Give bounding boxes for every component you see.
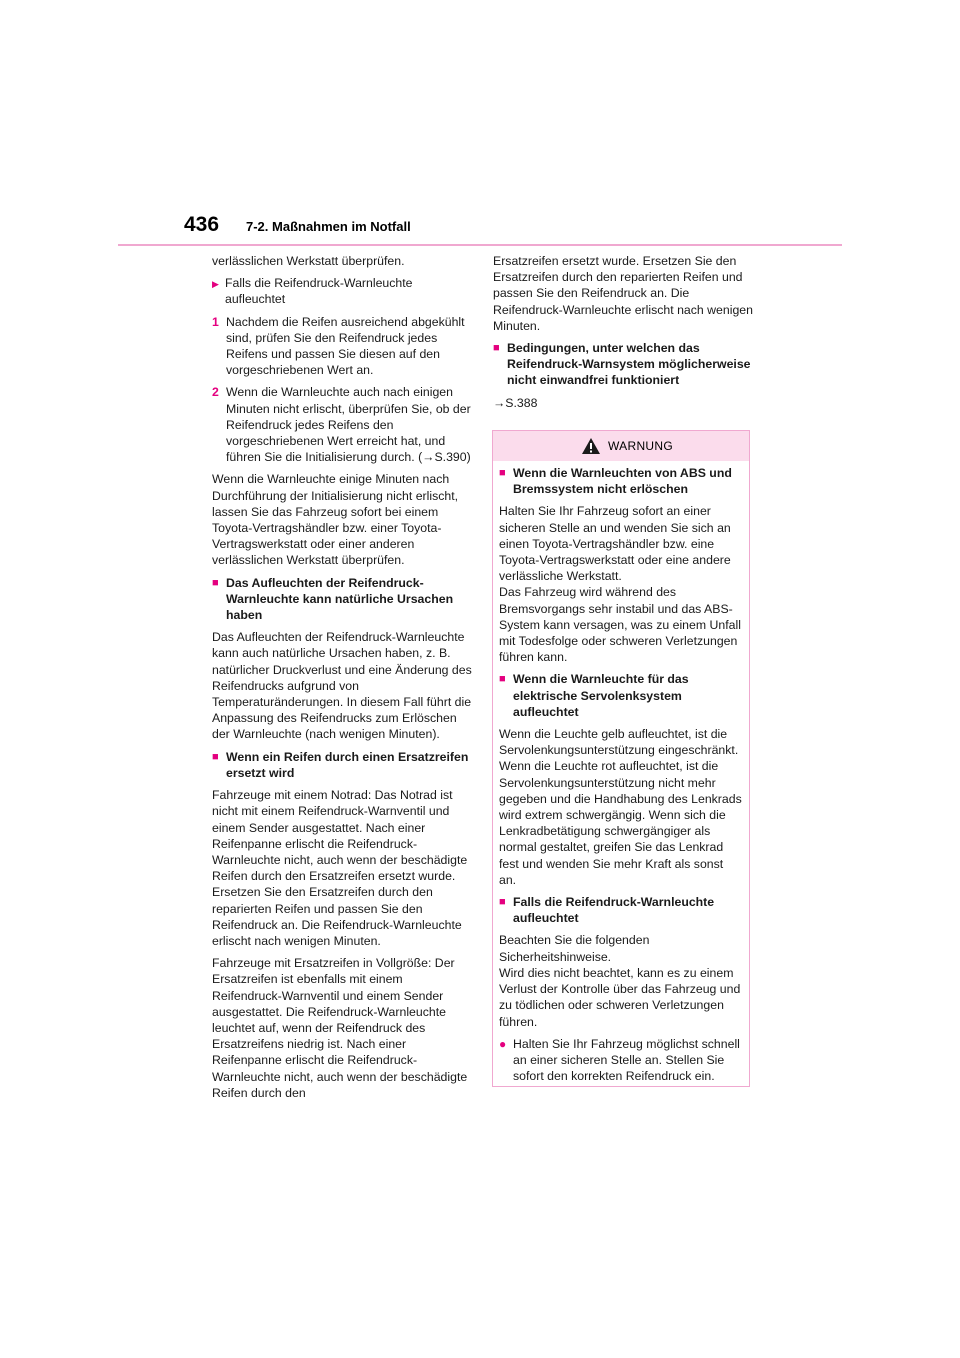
step-number: 2: [212, 385, 219, 400]
paragraph: Wenn die Warnleuchte einige Minuten nach Durchführung der Initialisierung nicht erlischt, lassen Sie das Fahrzeug sofort bei einem Toyota-Vertragshändler bzw. einer Toyota-Vertragswerkstatt oder einer anderen verlässlichen Werkstatt überprüfen.: [212, 472, 459, 568]
paragraph: verlässlichen Werkstatt überprüfen.: [212, 254, 405, 268]
square-icon: ■: [499, 673, 506, 686]
heading-text: Bedingungen, unter welchen das Reifendruck-Warnsystem möglicherweise nicht einwandfrei funktioniert: [507, 341, 751, 388]
left-column: [212, 253, 474, 1107]
right-column: [493, 253, 755, 417]
header-rule: [118, 244, 842, 246]
warning-box: [492, 430, 750, 1087]
step-text: Wenn die Warnleuchte auch nach einigen Minuten nicht erlischt, überprüfen Sie, ob der Reifendruck jedes Reifens den vorgeschriebenen Wert erreicht hat, und führen Sie die Initialisierung durch. (→S.390): [226, 385, 471, 465]
paragraph-line: Das Fahrzeug wird während des Bremsvorgangs sehr instabil und das ABS-System kann versagen, was zu einem Unfall mit Todesfolge oder schweren Verletzungen führen kann.: [499, 585, 741, 665]
sub-heading-text: Falls die Reifendruck-Warnleuchte aufleuchtet: [225, 276, 413, 307]
warning-body: [493, 461, 749, 1084]
paragraph-line: Wird dies nicht beachtet, kann es zu einem Verlust der Kontrolle über das Fahrzeug und zu tödlichen oder schweren Verletzungen führen.: [499, 965, 741, 1029]
sub-heading: [212, 275, 474, 307]
warning-triangle-icon: [581, 437, 601, 455]
heading-text: Wenn die Warnleuchten von ABS und Bremssystem nicht erlöschen: [513, 466, 732, 497]
paragraph: [499, 932, 743, 1029]
step-text: Nachdem die Reifen ausreichend abgekühlt sind, prüfen Sie den Reifendruck jedes Reifens und passen Sie diesen auf den vorgeschriebenen Wert an.: [226, 314, 465, 378]
section-title: 7-2. Maßnahmen im Notfall: [246, 219, 411, 234]
heading: [493, 340, 755, 389]
square-icon: ■: [499, 467, 506, 479]
square-icon: ■: [493, 342, 500, 355]
list-item-text: Halten Sie Ihr Fahrzeug möglichst schnell an einer sicheren Stelle an. Stellen Sie sofort den korrekten Reifendruck ein.: [513, 1036, 740, 1084]
heading: [499, 894, 743, 926]
square-icon: ■: [212, 750, 219, 763]
warning-label: WARNUNG: [608, 439, 673, 453]
heading: [499, 671, 743, 720]
step-1: [212, 314, 474, 379]
warning-header: [493, 431, 749, 461]
paragraph-line: Halten Sie Ihr Fahrzeug sofort an einer sicheren Stelle an und wenden Sie sich an einen Toyota-Vertragshändler bzw. eine Toyota-Vertragswerkstatt oder eine andere verlässliche Werkstatt.: [499, 504, 731, 584]
heading-text: Falls die Reifendruck-Warnleuchte aufleuchtet: [513, 895, 715, 926]
heading: [212, 575, 474, 624]
paragraph: [499, 503, 743, 665]
page-number: 436: [184, 213, 220, 236]
paragraph: Fahrzeuge mit einem Notrad: Das Notrad ist nicht mit einem Reifendruck-Warnventil und einem Sender ausgestattet. Nach einer Reifenpanne erlischt die Reifendruck-Warnleuchte nicht, auch wenn der beschädigte Reifen durch den Ersatzreifen ersetzt wurde. Ersetzen Sie den Ersatzreifen durch den reparierten Reifen und passen Sie den Reifendruck an. Die Reifendruck-Warnleuchte erlischt nach wenigen Minuten.: [212, 788, 468, 948]
heading-text: Wenn die Warnleuchte für das elektrische Servolenksystem aufleuchtet: [513, 672, 689, 719]
list-item: [499, 1036, 743, 1085]
square-icon: ■: [212, 576, 219, 589]
heading-text: Wenn ein Reifen durch einen Ersatzreifen ersetzt wird: [226, 749, 469, 780]
paragraph-line: Beachten Sie die folgenden Sicherheitshinweise.: [499, 933, 650, 964]
square-icon: ■: [499, 896, 506, 909]
paragraph: Wenn die Leuchte gelb aufleuchtet, ist die Servolenkungsunterstützung eingeschränkt. Wenn die Leuchte rot aufleuchtet, ist die Servolenkungsunterstützung nicht mehr gegeben und die Handhabung des Lenkrads wird extrem schwergängig. Wenn sich die Lenkradbetätigung schwergängiger als normal gestaltet, greifen Sie das Lenkrad fest und wenden Sie mehr Kraft als sonst an.: [499, 727, 742, 887]
paragraph: Das Aufleuchten der Reifendruck-Warnleuchte kann auch natürliche Ursachen haben, z. B. natürlicher Druckverlust und eine Änderung des Reifendrucks aufgrund von Temperaturänderungen. In diesem Fall führt die Anpassung des Reifendrucks zum Erlöschen der Warnleuchte (nach wenigen Minuten).: [212, 630, 472, 742]
paragraph: Ersatzreifen ersetzt wurde. Ersetzen Sie den Ersatzreifen durch den reparierten Reifen und passen Sie den Reifendruck an. Die Reifendruck-Warnleuchte erlischt nach wenigen Minuten.: [493, 254, 753, 333]
step-2: [212, 384, 474, 465]
heading-text: Das Aufleuchten der Reifendruck-Warnleuchte kann natürliche Ursachen haben: [226, 575, 454, 623]
page-reference[interactable]: →S.388: [493, 395, 538, 410]
paragraph: Fahrzeuge mit Ersatzreifen in Vollgröße: Der Ersatzreifen ist ebenfalls mit einem Reifendruck-Warnventil und einem Sender ausgestattet. Die Reifendruck-Warnleuchte leuchtet auf, wenn der Reifendruck des Ersatzreifens niedrig ist. Nach einer Reifenpanne erlischt die Reifendruck-Warnleuchte nicht, auch wenn der beschädigte Reifen durch den: [212, 956, 468, 1100]
step-number: 1: [212, 314, 219, 329]
heading: [212, 749, 474, 781]
heading: [499, 465, 743, 497]
triangle-right-icon: ▶: [212, 279, 219, 290]
circle-icon: ●: [499, 1036, 507, 1051]
